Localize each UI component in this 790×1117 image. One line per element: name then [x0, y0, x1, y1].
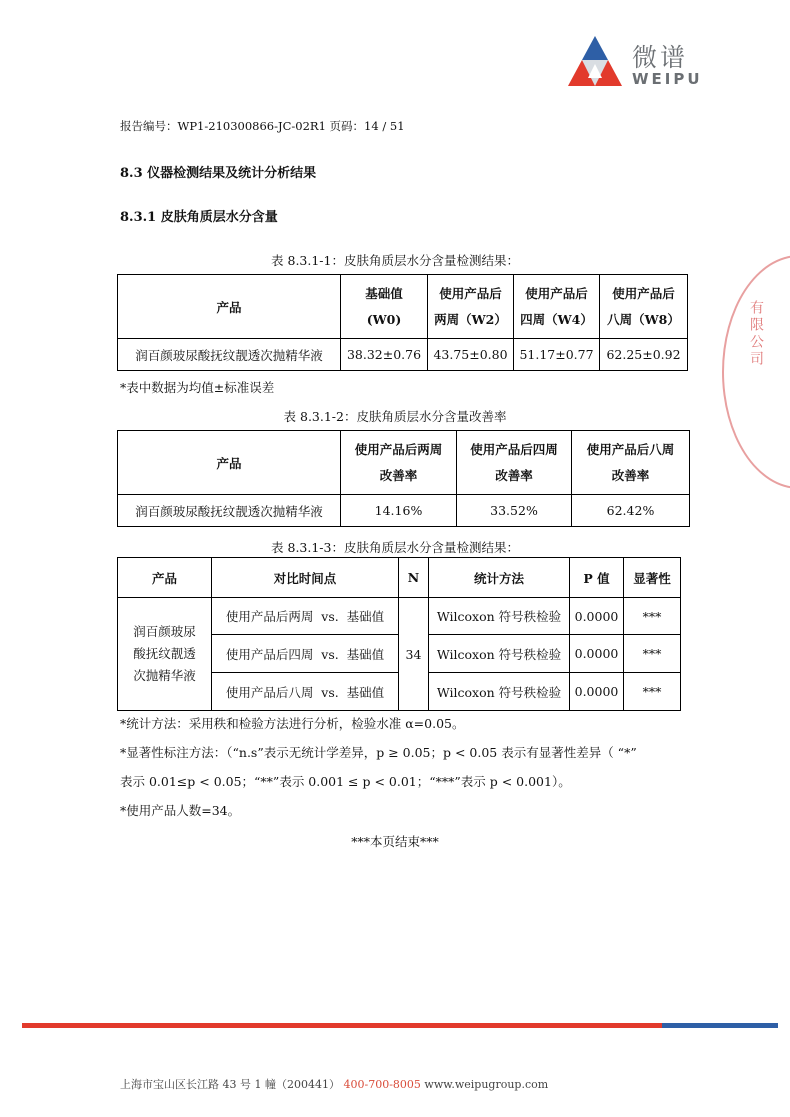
table3-header-significance: 显著性: [624, 558, 681, 598]
table3-cell-product: 润百颜玻尿 酸抚纹靓透 次抛精华液: [118, 598, 212, 711]
page-end-marker: ***本页结束***: [351, 834, 439, 849]
note-subject-count: *使用产品人数=34。: [120, 803, 241, 818]
note-statistical-method: *统计方法：采用秩和检验方法进行分析，检验水准 α=0.05。: [120, 716, 465, 731]
note-significance-line2: 表示 0.01≤p < 0.05；“**”表示 0.001 ≤ p < 0.01；“***”表示 p < 0.001）。: [120, 774, 571, 789]
table1-note: *表中数据为均值±标准误差: [120, 380, 275, 395]
table3-header-n: N: [399, 558, 429, 598]
table2-header-4w: 使用产品后四周 改善率: [457, 431, 572, 495]
table1-header-w4: 使用产品后 四周（W4）: [514, 275, 600, 339]
table2-cell-product: 润百颜玻尿酸抚纹靓透次抛精华液: [118, 495, 341, 527]
company-logo: [566, 34, 716, 90]
table1-cell-w2: 43.75±0.80: [428, 339, 514, 371]
table1-header-w2: 使用产品后 两周（W2）: [428, 275, 514, 339]
footer: [120, 1076, 548, 1092]
table3-cell-method: Wilcoxon 符号秩检验: [429, 635, 570, 673]
table3-cell-time: 使用产品后两周 vs. 基础值: [212, 598, 399, 635]
logo-mark-icon: [566, 34, 624, 90]
note-significance-line1: *显著性标注方法：（“n.s”表示无统计学差异，p ≥ 0.05；p < 0.05 表示有显著性差异（ “*”: [120, 745, 637, 760]
table2-header-2w: 使用产品后两周 改善率: [341, 431, 457, 495]
footer-address: 上海市宝山区长江路 43 号 1 幢（200441）: [120, 1078, 340, 1091]
footer-website: www.weipugroup.com: [424, 1078, 549, 1091]
table1-caption: 表 8.3.1-1：皮肤角质层水分含量检测结果：: [271, 253, 519, 268]
table2-caption: 表 8.3.1-2：皮肤角质层水分含量改善率: [283, 409, 507, 424]
table2-header-8w: 使用产品后八周 改善率: [572, 431, 690, 495]
table3-caption: 表 8.3.1-3：皮肤角质层水分含量检测结果：: [271, 540, 519, 555]
table1: [117, 274, 688, 371]
table3-header-time: 对比时间点: [212, 558, 399, 598]
table2: [117, 430, 690, 527]
table3-cell-p: 0.0000: [570, 598, 624, 635]
table3-cell-significance: ***: [624, 673, 681, 711]
table3-cell-method: Wilcoxon 符号秩检验: [429, 673, 570, 711]
table2-cell-8w: 62.42%: [572, 495, 690, 527]
table2-header-product: 产品: [118, 431, 341, 495]
table3-header-product: 产品: [118, 558, 212, 598]
table3: [117, 557, 681, 711]
table3-cell-p: 0.0000: [570, 673, 624, 711]
table1-header-w0: 基础值 (W0): [341, 275, 428, 339]
company-seal-text: 有限公司: [748, 300, 764, 368]
table3-header-method: 统计方法: [429, 558, 570, 598]
table3-header-p: P 值: [570, 558, 624, 598]
company-seal: [722, 255, 790, 489]
table1-cell-w4: 51.17±0.77: [514, 339, 600, 371]
table1-header-product: 产品: [118, 275, 341, 339]
table2-cell-2w: 14.16%: [341, 495, 457, 527]
table-row: [118, 339, 688, 371]
table1-cell-product: 润百颜玻尿酸抚纹靓透次抛精华液: [118, 339, 341, 371]
table3-cell-significance: ***: [624, 598, 681, 635]
table-row: [118, 495, 690, 527]
table1-cell-w0: 38.32±0.76: [341, 339, 428, 371]
table3-cell-p: 0.0000: [570, 635, 624, 673]
footer-phone: 400-700-8005: [343, 1078, 421, 1091]
footer-divider-blue: [662, 1023, 778, 1028]
table3-cell-n: 34: [399, 598, 429, 711]
footer-divider-red: [22, 1023, 662, 1028]
table3-cell-significance: ***: [624, 635, 681, 673]
table3-cell-method: Wilcoxon 符号秩检验: [429, 598, 570, 635]
table1-cell-w8: 62.25±0.92: [600, 339, 688, 371]
table2-cell-4w: 33.52%: [457, 495, 572, 527]
logo-chinese-text: 微谱: [632, 43, 689, 72]
table3-cell-time: 使用产品后八周 vs. 基础值: [212, 673, 399, 711]
section-title-8-3-1: 8.3.1 皮肤角质层水分含量: [120, 210, 278, 225]
table-row: [118, 598, 681, 635]
section-title-8-3: 8.3 仪器检测结果及统计分析结果: [120, 166, 317, 181]
report-number: 报告编号：WP1-210300866-JC-02R1 页码：14 / 51: [120, 119, 405, 133]
table3-cell-time: 使用产品后四周 vs. 基础值: [212, 635, 399, 673]
table1-header-w8: 使用产品后 八周（W8）: [600, 275, 688, 339]
logo-english-text: WEIPU: [632, 70, 703, 88]
